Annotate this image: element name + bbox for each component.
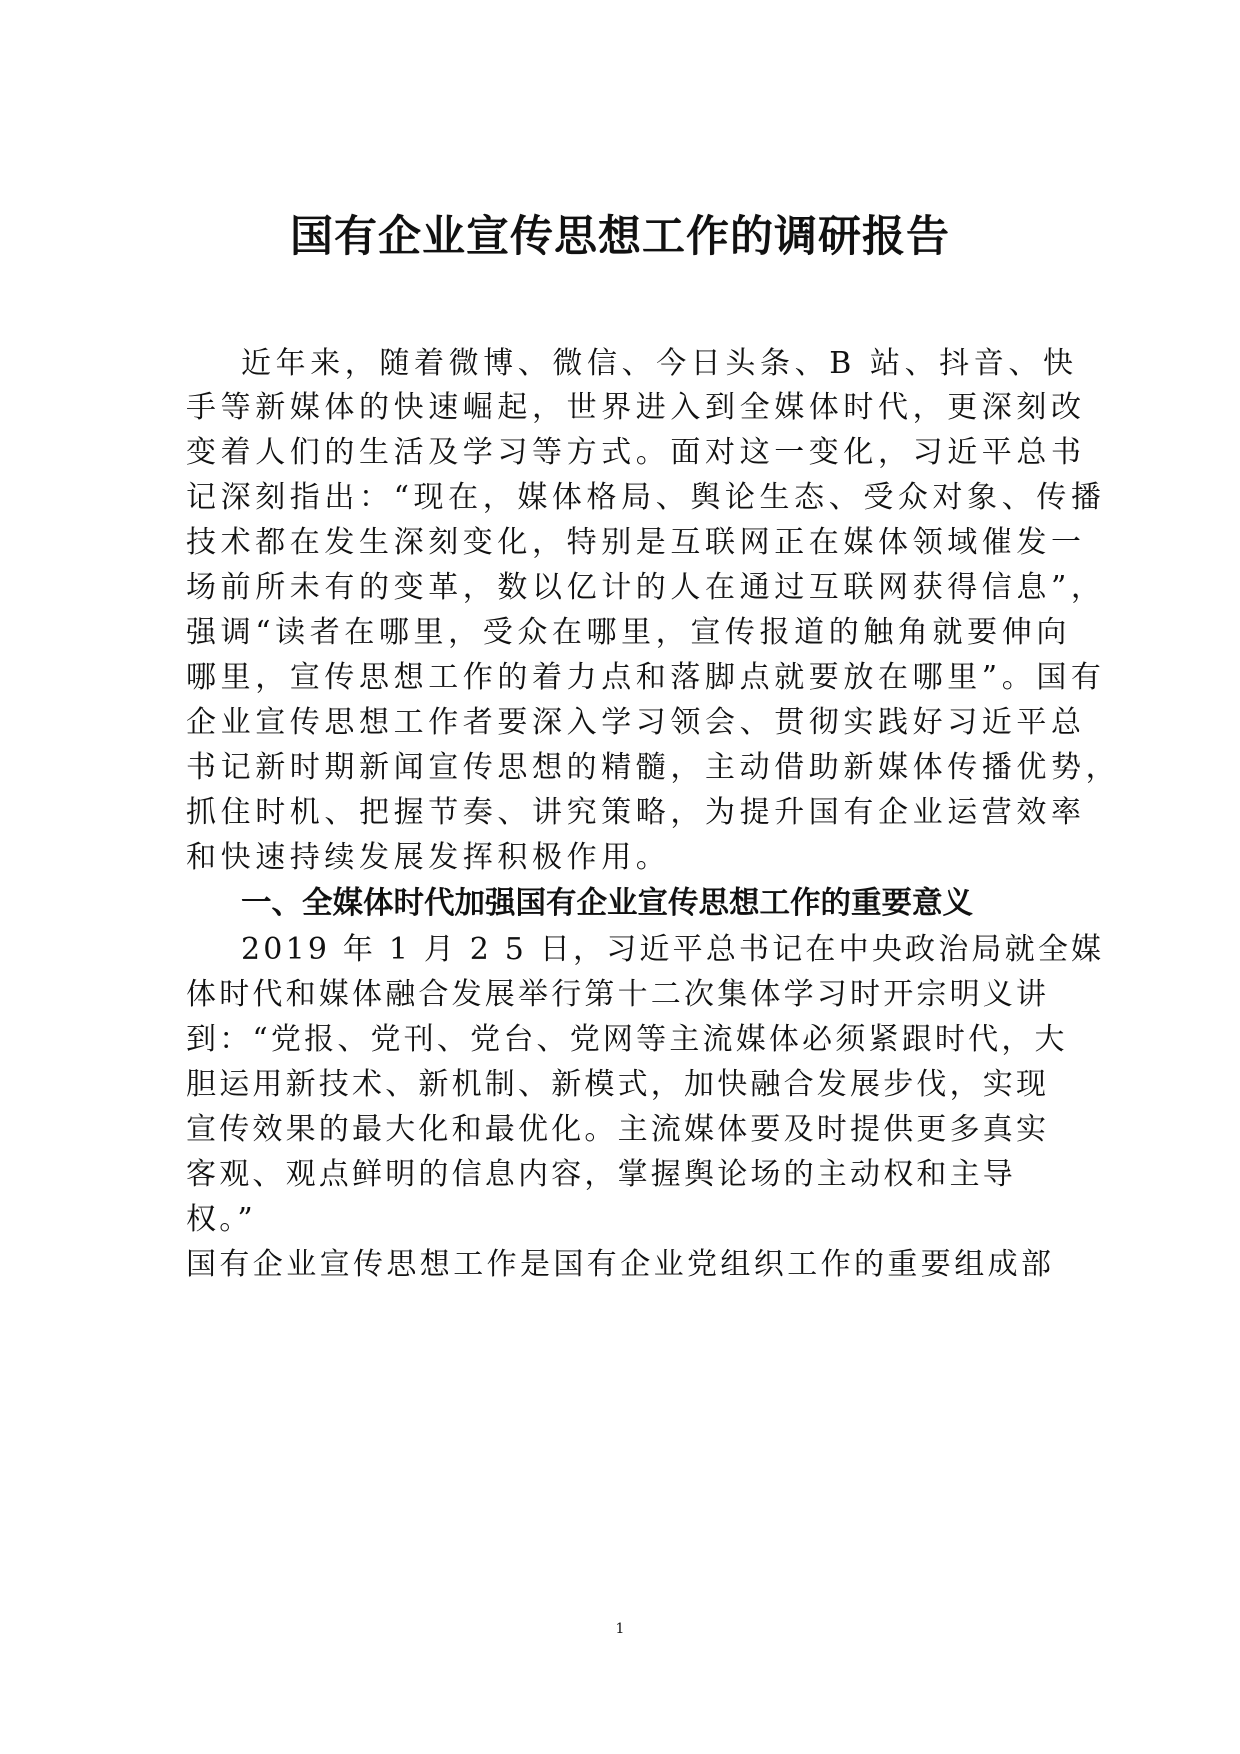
section-1-line-4: 胆运用新技术、新机制、新模式，加快融合发展步伐，实现 bbox=[186, 1067, 1050, 1102]
intro-line-4: 记深刻指出：“现在，媒体格局、舆论生态、受众对象、传播 bbox=[186, 480, 1106, 515]
section-1-line-3: 到：“党报、党刊、党台、党网等主流媒体必须紧跟时代，大 bbox=[186, 1022, 1068, 1057]
section-1-line-7: 权。” bbox=[186, 1202, 256, 1237]
intro-line-7: 强调“读者在哪里，受众在哪里，宣传报道的触角就要伸向 bbox=[186, 615, 1071, 650]
intro-line-8: 哪里，宣传思想工作的着力点和落脚点就要放在哪里”。国有 bbox=[186, 660, 1106, 695]
intro-line-1: 近年来，随着微博、微信、今日头条、B 站、抖音、快 bbox=[241, 346, 1078, 381]
intro-line-5: 技术都在发生深刻变化，特别是互联网正在媒体领域催发一 bbox=[186, 525, 1086, 560]
section-1-next-paragraph-line: 国有企业宣传思想工作是国有企业党组织工作的重要组成部 bbox=[186, 1247, 1055, 1282]
intro-line-10: 书记新时期新闻宣传思想的精髓，主动借助新媒体传播优势， bbox=[186, 750, 1121, 785]
intro-line-12: 和快速持续发展发挥积极作用。 bbox=[186, 840, 671, 875]
intro-line-9: 企业宣传思想工作者要深入学习领会、贯彻实践好习近平总 bbox=[186, 705, 1086, 740]
document-title: 国有企业宣传思想工作的调研报告 bbox=[290, 212, 950, 262]
intro-line-3: 变着人们的生活及学习等方式。面对这一变化，习近平总书 bbox=[186, 435, 1086, 470]
intro-line-2: 手等新媒体的快速崛起，世界进入到全媒体时代，更深刻改 bbox=[186, 390, 1086, 425]
section-1-line-2: 体时代和媒体融合发展举行第十二次集体学习时开宗明义讲 bbox=[186, 977, 1050, 1012]
section-1-line-1: 2019 年 1 月 2 5 日，习近平总书记在中央政治局就全媒 bbox=[241, 932, 1105, 967]
section-1-heading: 一、全媒体时代加强国有企业宣传思想工作的重要意义 bbox=[241, 886, 973, 921]
section-1-line-5: 宣传效果的最大化和最优化。主流媒体要及时提供更多真实 bbox=[186, 1112, 1050, 1147]
intro-line-6: 场前所未有的变革，数以亿计的人在通过互联网获得信息”， bbox=[186, 570, 1106, 605]
intro-line-11: 抓住时机、把握节奏、讲究策略，为提升国有企业运营效率 bbox=[186, 795, 1086, 830]
page-number: 1 bbox=[615, 1621, 625, 1637]
section-1-line-6: 客观、观点鲜明的信息内容，掌握舆论场的主动权和主导 bbox=[186, 1157, 1016, 1192]
